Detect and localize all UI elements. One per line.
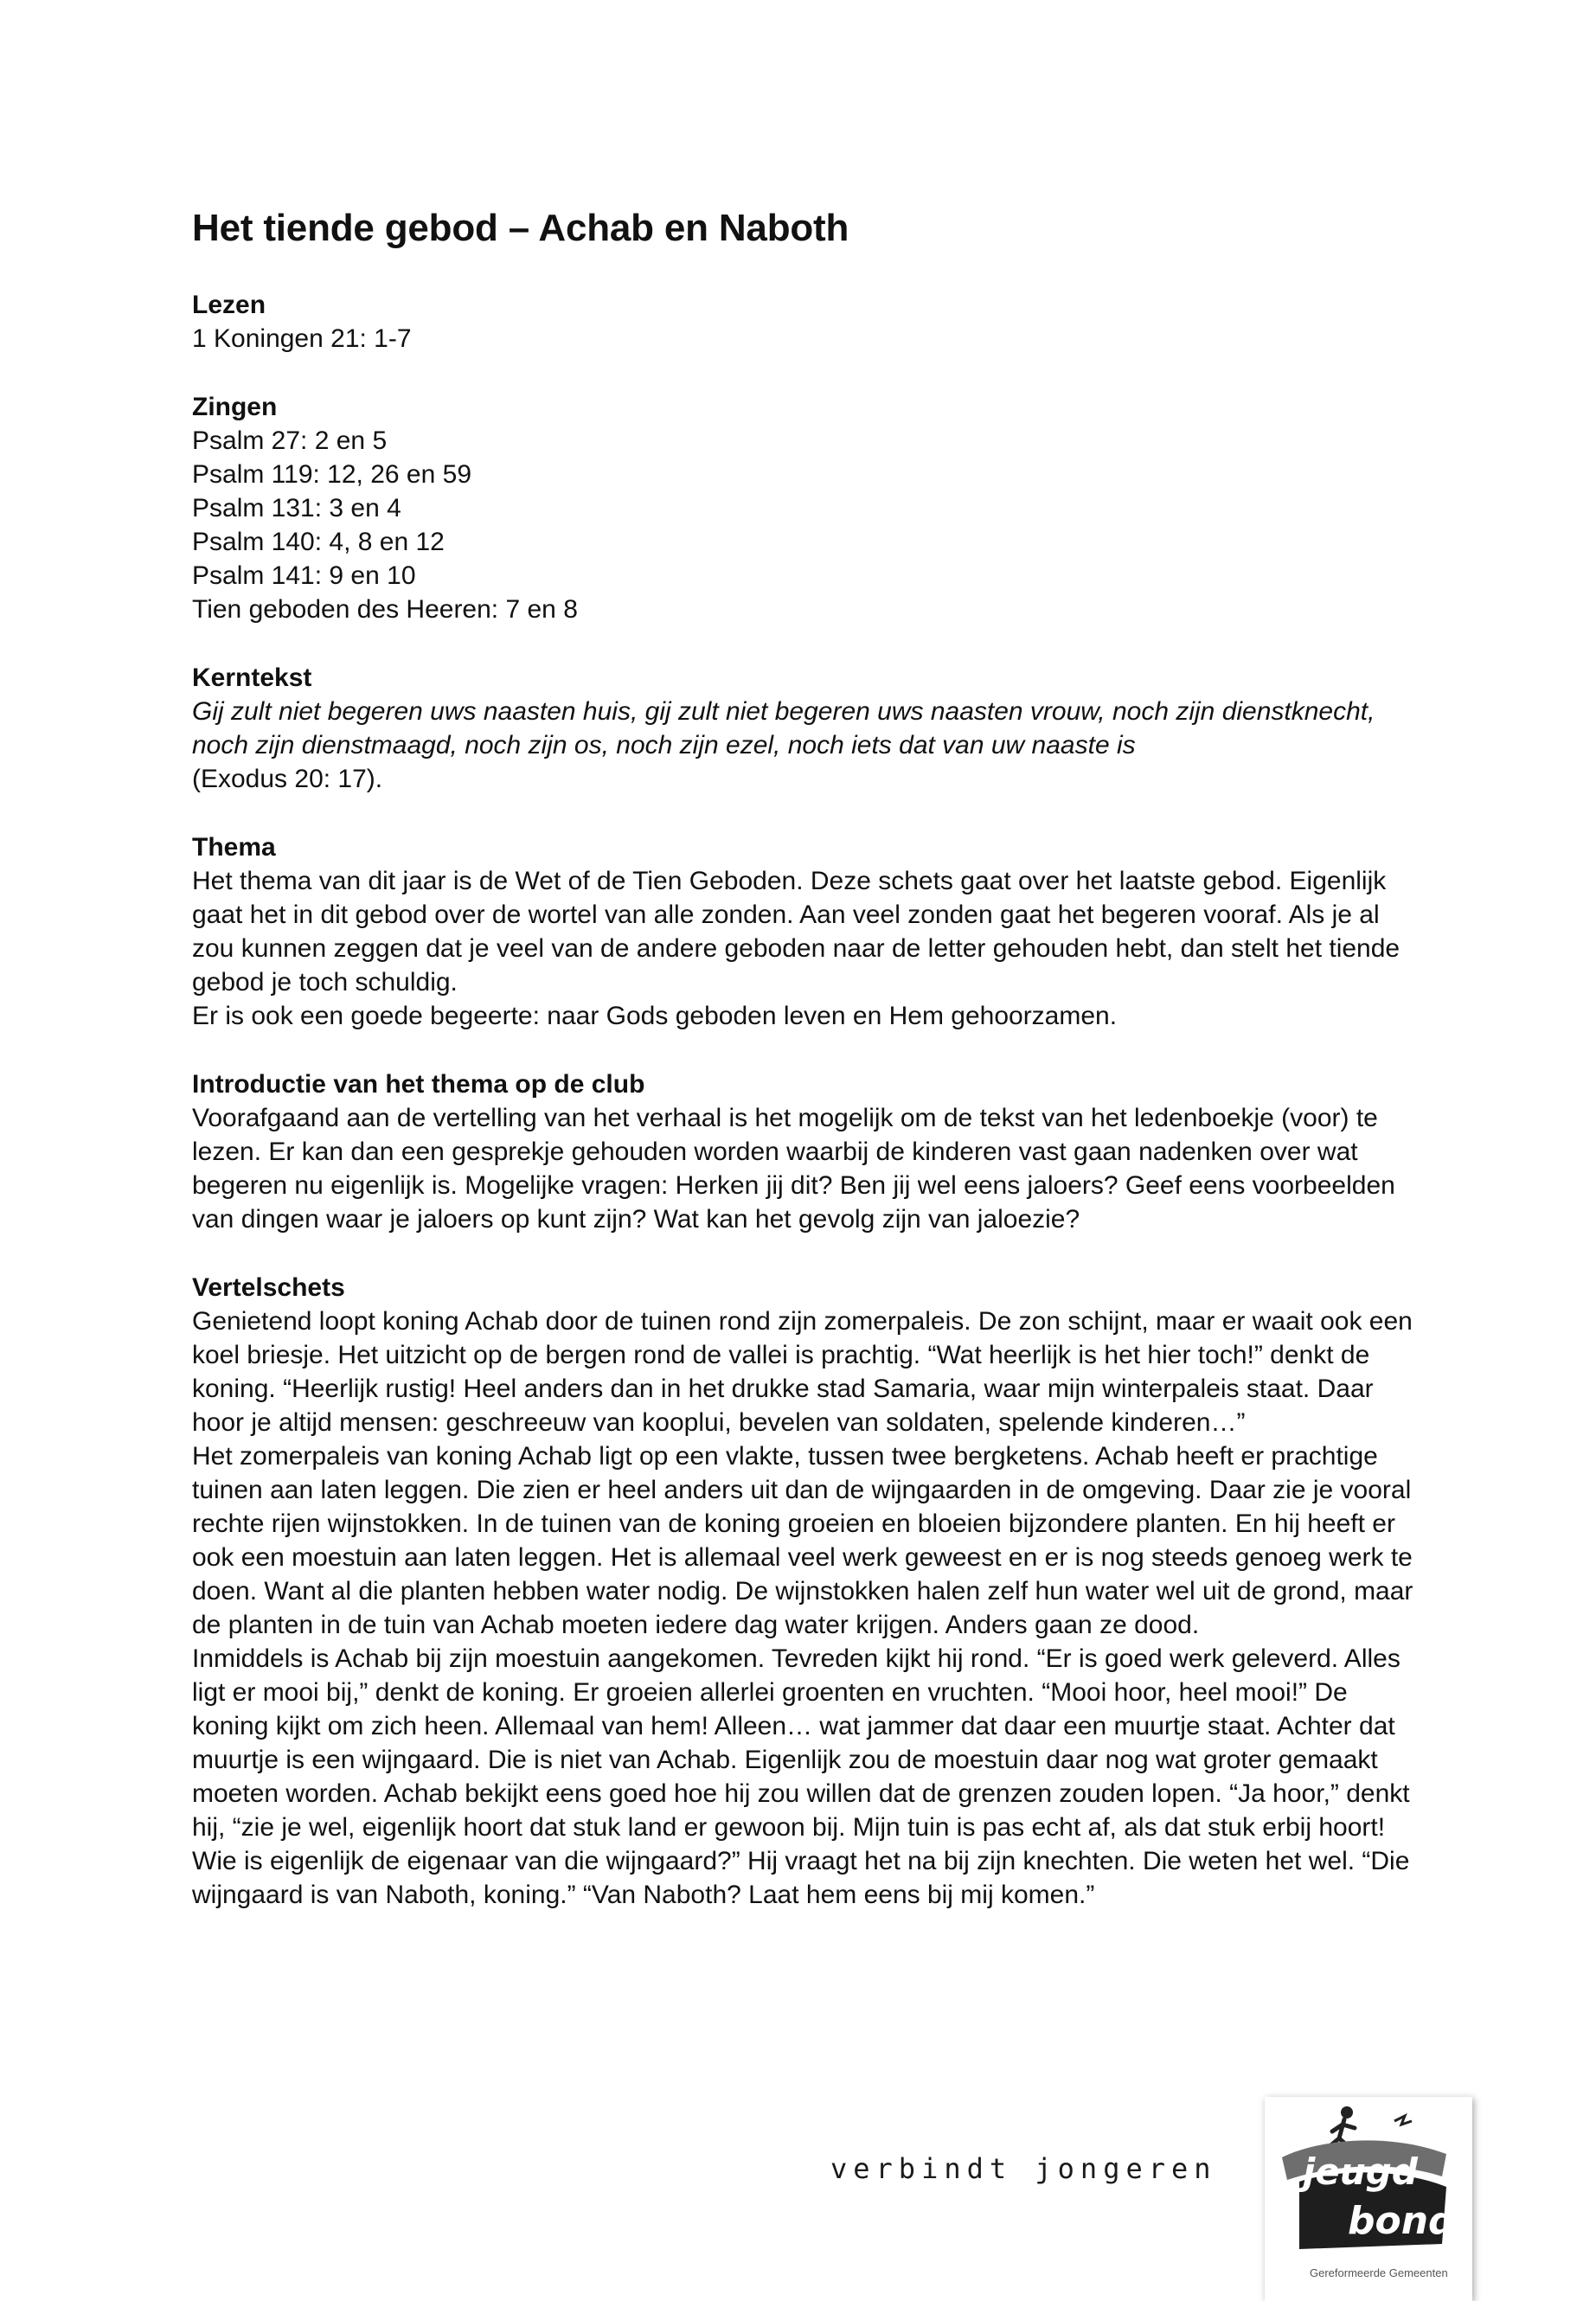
logo-word-bond: bond [1348, 2199, 1456, 2243]
introductie-paragraph: Voorafgaand aan de vertelling van het verhaal is het mogelijk om de tekst van het ledenboekje (voor) te lezen. Er kan dan een gesprekje gehouden worden waarbij de kinderen vast gaan nadenken over wat begeren nu eigenlijk is. Mogelijke vragen: Herken jij dit? Ben jij wel eens jaloers? Geef eens voorbeelden van dingen waar je jaloers op kunt zijn? Wat kan het gevolg zijn van jaloezie? [192, 1103, 1395, 1234]
zingen-item: Tien geboden des Heeren: 7 en 8 [192, 594, 578, 624]
section-vertelschets [192, 1271, 1420, 1912]
logo-word-jeugd: jeugd [1303, 2150, 1418, 2193]
zingen-item: Psalm 131: 3 en 4 [192, 493, 401, 522]
section-kerntekst [192, 661, 1420, 796]
vertelschets-paragraph: Het zomerpaleis van koning Achab ligt op een vlakte, tussen twee bergketens. Achab heeft er prachtige tuinen aan laten leggen. Die zien er heel anders uit dan de wijngaarden in de omgeving. Daar zie je vooral rechte rijen wijnstokken. In de tuinen van de koning groeien en bloeien bijzondere planten. En hij heeft er ook een moestuin aan laten leggen. Het is allemaal veel werk geweest en er is nog steeds genoeg werk te doen. Want al die planten hebben water nodig. De wijnstokken halen zelf hun water wel uit de grond, maar de planten in de tuin van Achab moeten iedere dag water krijgen. Anders gaan ze dood. [192, 1441, 1413, 1639]
lezen-text: 1 Koningen 21: 1-7 [192, 324, 412, 353]
page-title: Het tiende gebod – Achab en Naboth [192, 207, 849, 249]
section-lezen [192, 288, 1420, 356]
kerntekst-reference: (Exodus 20: 17). [192, 764, 383, 793]
thema-paragraph: Er is ook een goede begeerte: naar Gods geboden leven en Hem gehoorzamen. [192, 1001, 1118, 1030]
zingen-item: Psalm 119: 12, 26 en 59 [192, 459, 471, 489]
vertelschets-paragraph: Inmiddels is Achab bij zijn moestuin aangekomen. Tevreden kijkt hij rond. “Er is goed werk geleverd. Alles ligt er mooi bij,” denkt de koning. Er groeien allerlei groenten en vruchten. “Mooi hoor, heel mooi!” De koning kijkt om zich heen. Allemaal van hem! Alleen… wat jammer dat daar een muurtje staat. Achter dat muurtje is een wijngaard. Die is niet van Achab. Eigenlijk zou de moestuin daar nog wat groter gemaakt moeten worden. Achab bekijkt eens goed hoe hij zou willen dat de grenzen zouden lopen. “Ja hoor,” denkt hij, “zie je wel, eigenlijk hoort dat stuk land er gewoon bij. Mijn tuin is pas echt af, als dat stuk erbij hoort! Wie is eigenlijk de eigenaar van die wijngaard?” Hij vraagt het na bij zijn knechten. Die weten het wel. “Die wijngaard is van Naboth, koning.” “Van Naboth? Laat hem eens bij mij komen.” [192, 1644, 1410, 1909]
thema-paragraph: Het thema van dit jaar is de Wet of de Tien Geboden. Deze schets gaat over het laatste gebod. Eigenlijk gaat het in dit gebod over de wortel van alle zonden. Aan veel zonden gaat het begeren vooraf. Als je al zou kunnen zeggen dat je veel van de andere geboden naar de letter gehouden hebt, dan stelt het tiende gebod je toch schuldig. [192, 866, 1401, 997]
jeugdbond-logo [1265, 2097, 1472, 2301]
document-page [192, 206, 1420, 1946]
section-zingen [192, 390, 1420, 626]
section-heading-kerntekst: Kerntekst [192, 663, 312, 692]
section-heading-vertelschets: Vertelschets [192, 1272, 345, 1302]
section-introductie [192, 1067, 1420, 1236]
vertelschets-paragraph: Genietend loopt koning Achab door de tuinen rond zijn zomerpaleis. De zon schijnt, maar er waait ook een koel briesje. Het uitzicht op de bergen rond de vallei is prachtig. “Wat heerlijk is het hier toch!” denkt de koning. “Heerlijk rustig! Heel anders dan in het drukke stad Samaria, waar mijn winterpaleis staat. Daar hoor je altijd mensen: geschreeuw van kooplui, bevelen van soldaten, spelende kinderen…” [192, 1306, 1413, 1437]
kerntekst-quote: Gij zult niet begeren uws naasten huis, gij zult niet begeren uws naasten vrouw, noch zijn dienstknecht, noch zijn dienstmaagd, noch zijn os, noch zijn ezel, noch iets dat van uw naaste is [192, 696, 1375, 760]
section-heading-introductie: Introductie van het thema op de club [192, 1069, 645, 1099]
section-heading-lezen: Lezen [192, 290, 266, 319]
section-heading-thema: Thema [192, 832, 276, 862]
zingen-item: Psalm 27: 2 en 5 [192, 426, 388, 455]
footer-slogan: verbindt jongeren [830, 2152, 1217, 2185]
zingen-item: Psalm 140: 4, 8 en 12 [192, 527, 445, 556]
kerntekst-quote-block [192, 695, 1420, 796]
logo-subtitle: Gereformeerde Gemeenten [1310, 2266, 1448, 2279]
section-heading-zingen: Zingen [192, 392, 278, 421]
zingen-item: Psalm 141: 9 en 10 [192, 561, 416, 590]
section-thema [192, 830, 1420, 1033]
